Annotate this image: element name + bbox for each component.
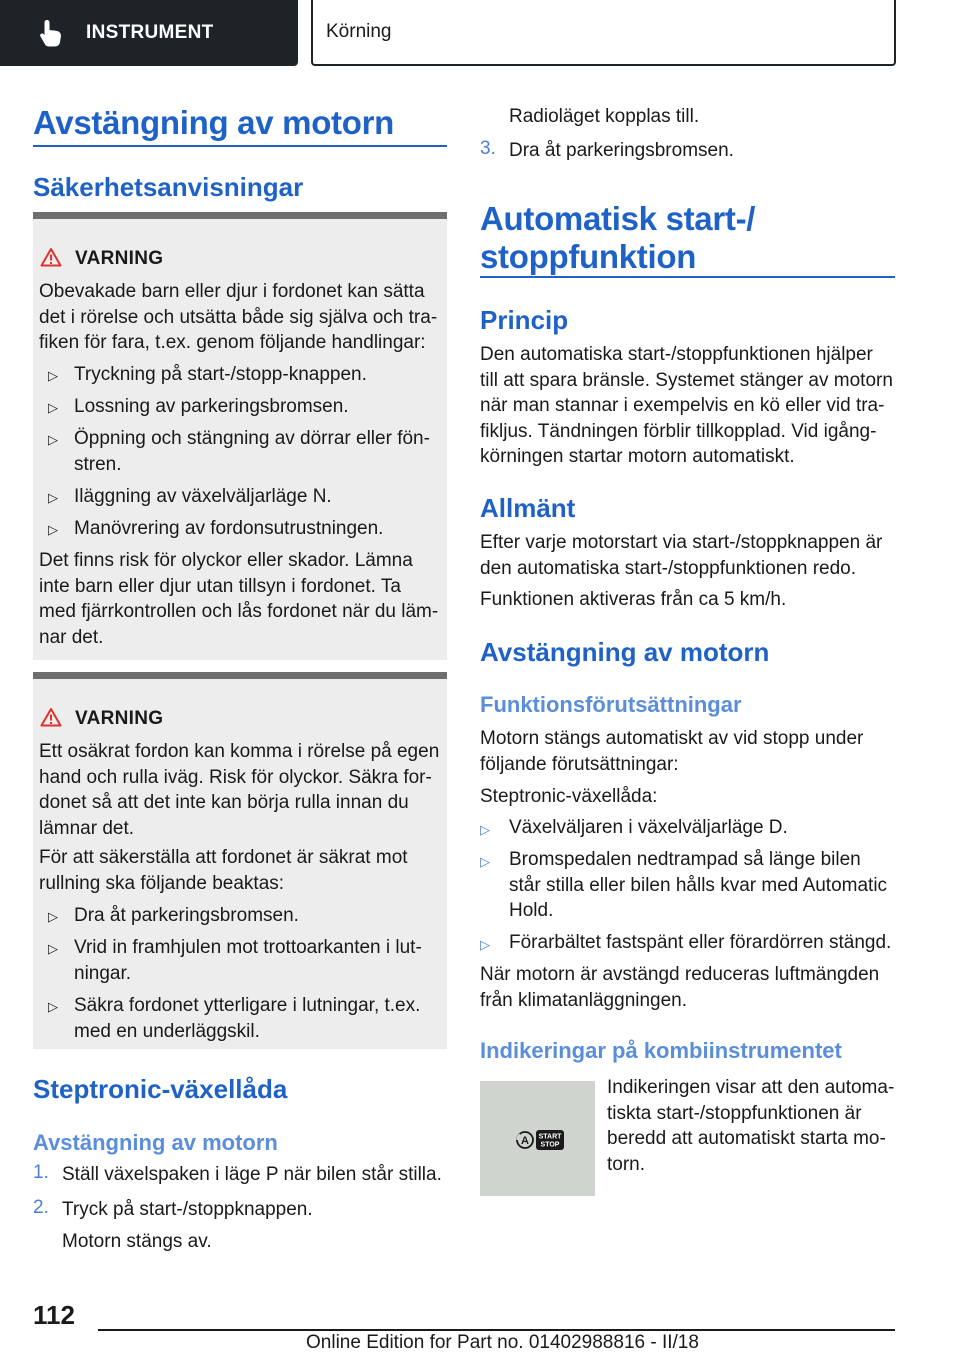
bullet-triangle-icon: ▷ xyxy=(48,368,58,383)
shutdown-heading-right: Avstängning av motorn xyxy=(480,637,770,667)
auto-start-stop-icon xyxy=(514,1129,566,1151)
steptronic-heading: Steptronic-växellåda xyxy=(33,1074,288,1104)
general-text-2: Funktionen aktiveras från ca 5 km/h. xyxy=(480,589,787,610)
bullet-triangle-icon: ▷ xyxy=(480,822,490,837)
principle-text: Den automatiska start-/stoppfunktionen hjälper till att spara bränsle. Systemet stänger av motorn när man stannar i exempelvis en kö eller vid tra- fikljus. Tändningen förblir tillkopplad. Vid igång- körningen startar motorn automatiskt. xyxy=(480,344,893,468)
warning-intro-2: För att säkerställa att fordonet är säkrat mot rullning ska följande beaktas: xyxy=(39,847,408,894)
bullet-triangle-icon: ▷ xyxy=(480,854,490,869)
list-item: Manövrering av fordonsutrustningen. xyxy=(74,518,384,539)
warning-triangle-icon xyxy=(40,247,62,267)
warning-label: VARNING xyxy=(75,248,164,269)
warning-outro: Det finns risk för olyckor eller skador. Lämna inte barn eller djur utan tillsyn i fordonet. Ta med fjärrkontrollen och lås fordonet när du läm- nar det. xyxy=(39,550,439,648)
general-text: Efter varje motorstart via start-/stoppknappen är den automatiska start-/stoppfunktionen redo. xyxy=(480,532,883,579)
page-header xyxy=(0,0,960,66)
section-label: Körning xyxy=(326,21,392,42)
svg-text:START: START xyxy=(538,1133,562,1141)
step-text: Dra åt parkeringsbromsen. xyxy=(509,140,734,161)
conditions-text: Motorn stängs automatiskt av vid stopp under följande förutsättningar: xyxy=(480,728,864,775)
conditions-heading: Funktionsförutsättningar xyxy=(480,692,742,717)
svg-text:A: A xyxy=(521,1135,529,1147)
title-rule xyxy=(33,145,447,147)
footer-rule xyxy=(98,1329,895,1331)
bullet-triangle-icon: ▷ xyxy=(480,937,490,952)
step-number: 1. xyxy=(33,1162,49,1183)
section-title: Automatisk start-/ stoppfunktion xyxy=(480,200,756,275)
svg-text:STOP: STOP xyxy=(540,1141,560,1149)
list-item: Bromspedalen nedtrampad så länge bilen står stilla eller bilen hålls kvar med Automatic Hold. xyxy=(509,849,888,922)
warning-box-2 xyxy=(33,672,447,1049)
bullet-triangle-icon: ▷ xyxy=(48,941,58,956)
step-text: Ställ växelspaken i läge P när bilen står stilla. xyxy=(62,1164,442,1185)
list-item: Tryckning på start-/stopp-knappen. xyxy=(74,364,367,385)
list-item: Öppning och stängning av dörrar eller fön- stren. xyxy=(74,428,430,475)
bullet-triangle-icon: ▷ xyxy=(48,999,58,1014)
chapter-label: INSTRUMENT xyxy=(86,22,214,43)
warning-intro: Obevakade barn eller djur i fordonet kan sätta det i rörelse och utsätta både sig själva och tra- fiken för fara, t.ex. genom följande handlingar: xyxy=(39,281,438,354)
list-item: Förarbältet fastspänt eller förardörren stängd. xyxy=(509,932,892,953)
principle-heading: Princip xyxy=(480,305,569,335)
continued-line: Radioläget kopplas till. xyxy=(509,106,700,127)
general-heading: Allmänt xyxy=(480,493,576,523)
warning-label: VARNING xyxy=(75,708,164,729)
safety-heading: Säkerhetsanvisningar xyxy=(33,172,304,202)
indicator-text: Indikeringen visar att den automa- tiskta start-/stoppfunktionen är beredd att automatiskt starta mo- torn. xyxy=(607,1077,895,1175)
bullet-triangle-icon: ▷ xyxy=(48,490,58,505)
step-text: Tryck på start-/stoppknappen. xyxy=(62,1199,313,1220)
list-item: Växelväljaren i växelväljarläge D. xyxy=(509,817,788,838)
shutdown-heading: Avstängning av motorn xyxy=(33,1130,278,1155)
bullet-triangle-icon: ▷ xyxy=(48,909,58,924)
title-rule xyxy=(480,276,895,278)
warning-box-1 xyxy=(33,212,447,660)
step-number: 2. xyxy=(33,1197,49,1218)
page-title: Avstängning av motorn xyxy=(33,104,395,141)
page-number: 112 xyxy=(33,1300,75,1330)
bullet-triangle-icon: ▷ xyxy=(48,400,58,415)
step-note: Motorn stängs av. xyxy=(62,1231,212,1252)
list-item: Säkra fordonet ytterligare i lutningar, t.ex. med en underläggskil. xyxy=(74,995,421,1042)
list-item: Iläggning av växelväljarläge N. xyxy=(74,486,332,507)
step-number: 3. xyxy=(480,138,496,159)
chapter-tab xyxy=(0,0,298,66)
indicator-heading: Indikeringar på kombiinstrumentet xyxy=(480,1038,842,1063)
bullet-triangle-icon: ▷ xyxy=(48,522,58,537)
indicator-image xyxy=(480,1081,595,1196)
list-item: Vrid in framhjulen mot trottoarkanten i lut- ningar. xyxy=(74,937,422,984)
bullet-triangle-icon: ▷ xyxy=(48,432,58,447)
steptronic-label: Steptronic-växellåda: xyxy=(480,786,658,807)
edition-text: Online Edition for Part no. 01402988816 - II/18 xyxy=(306,1332,699,1353)
warning-intro: Ett osäkrat fordon kan komma i rörelse på egen hand och rulla iväg. Risk för olyckor. Säkra for- donet så att det inte kan börja rulla innan du lämnar det. xyxy=(39,741,440,839)
list-item: Dra åt parkeringsbromsen. xyxy=(74,905,299,926)
section-box xyxy=(311,0,896,66)
warning-triangle-icon xyxy=(40,707,62,727)
airflow-text: När motorn är avstängd reduceras luftmängden från klimatanläggningen. xyxy=(480,964,880,1011)
list-item: Lossning av parkeringsbromsen. xyxy=(74,396,349,417)
hand-pointer-icon xyxy=(38,18,64,48)
